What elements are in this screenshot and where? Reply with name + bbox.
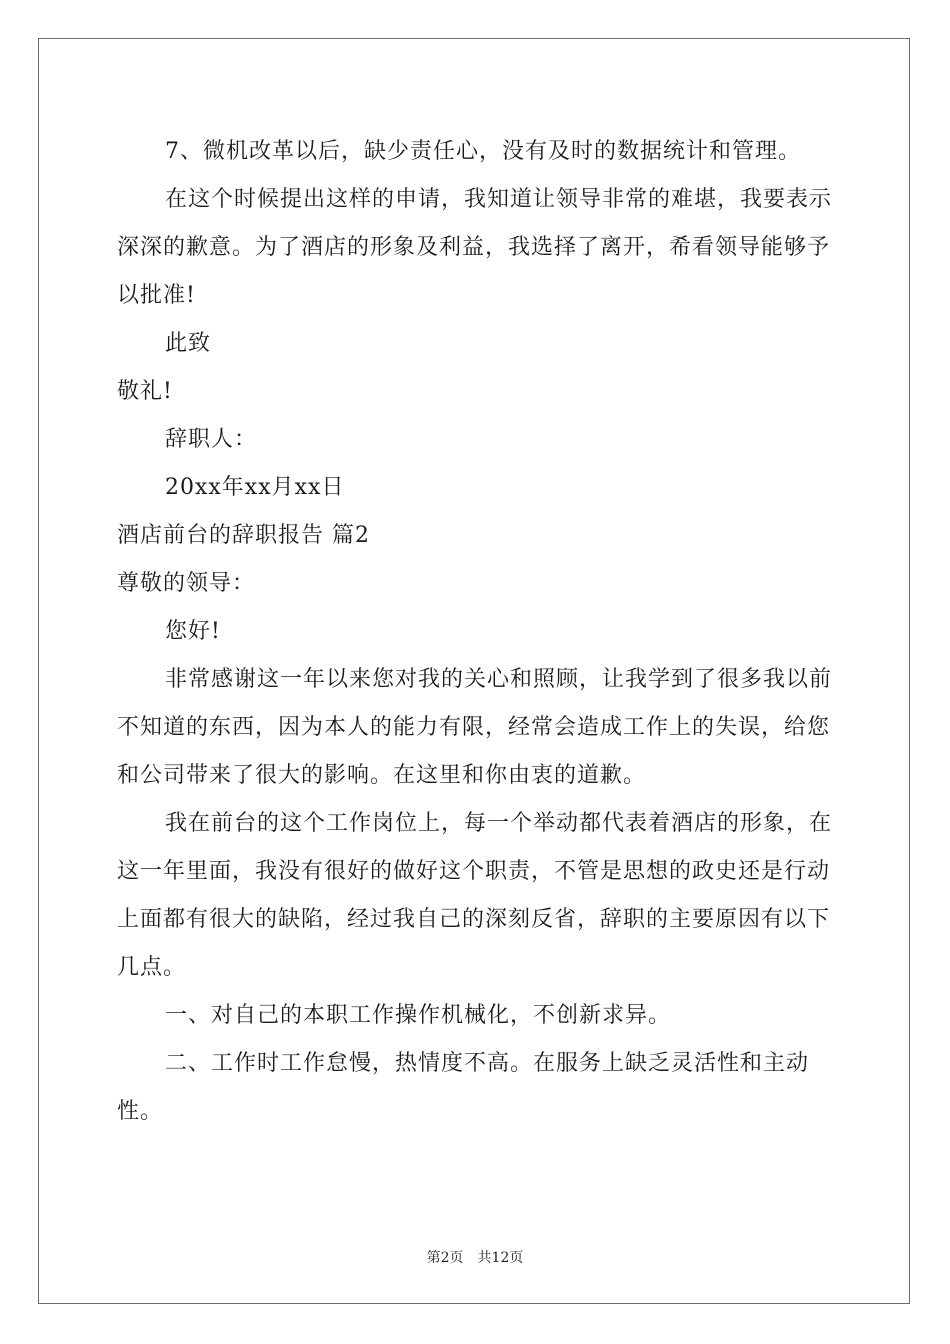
page-number: 第2页 — [426, 1250, 464, 1266]
page-footer — [0, 1247, 950, 1267]
document-body — [117, 128, 833, 1136]
page-total: 共12页 — [477, 1250, 524, 1266]
letter-addressee: 尊敬的领导： — [117, 571, 256, 596]
section-heading: 酒店前台的辞职报告 篇2 — [117, 523, 370, 548]
reason-item-2: 二、工作时工作怠慢，热情度不高。在服务上缺乏灵活性和主动性。 — [117, 1051, 810, 1124]
paragraph-thanks: 非常感谢这一年以来您对我的关心和照顾，让我学到了很多我以前不知道的东西，因为本人的能力有限，经常会造成工作上的失误，给您和公司带来了很大的影响。在这里和你由衷的道歉。 — [117, 667, 833, 788]
paragraph-item-7: 7、微机改革以后，缺少责任心，没有及时的数据统计和管理。 — [165, 139, 801, 164]
paragraph-apology: 在这个时候提出这样的申请，我知道让领导非常的难堪，我要表示深深的歉意。为了酒店的形象及利益，我选择了离开，希看领导能够予以批准! — [117, 187, 833, 308]
date-line: 20xx年xx月xx日 — [165, 475, 345, 500]
letter-greeting: 您好! — [165, 619, 221, 644]
reason-item-1: 一、对自己的本职工作操作机械化，不创新求异。 — [165, 1003, 672, 1028]
signature-line: 辞职人： — [165, 427, 258, 452]
closing-salutation: 此致 — [165, 331, 212, 356]
closing-regards: 敬礼! — [117, 379, 173, 404]
paragraph-reasons-intro: 我在前台的这个工作岗位上，每一个举动都代表着酒店的形象，在这一年里面，我没有很好的做好这个职责，不管是思想的政史还是行动上面都有很大的缺陷，经过我自己的深刻反省，辞职的主要原因有以下几点。 — [117, 811, 833, 980]
